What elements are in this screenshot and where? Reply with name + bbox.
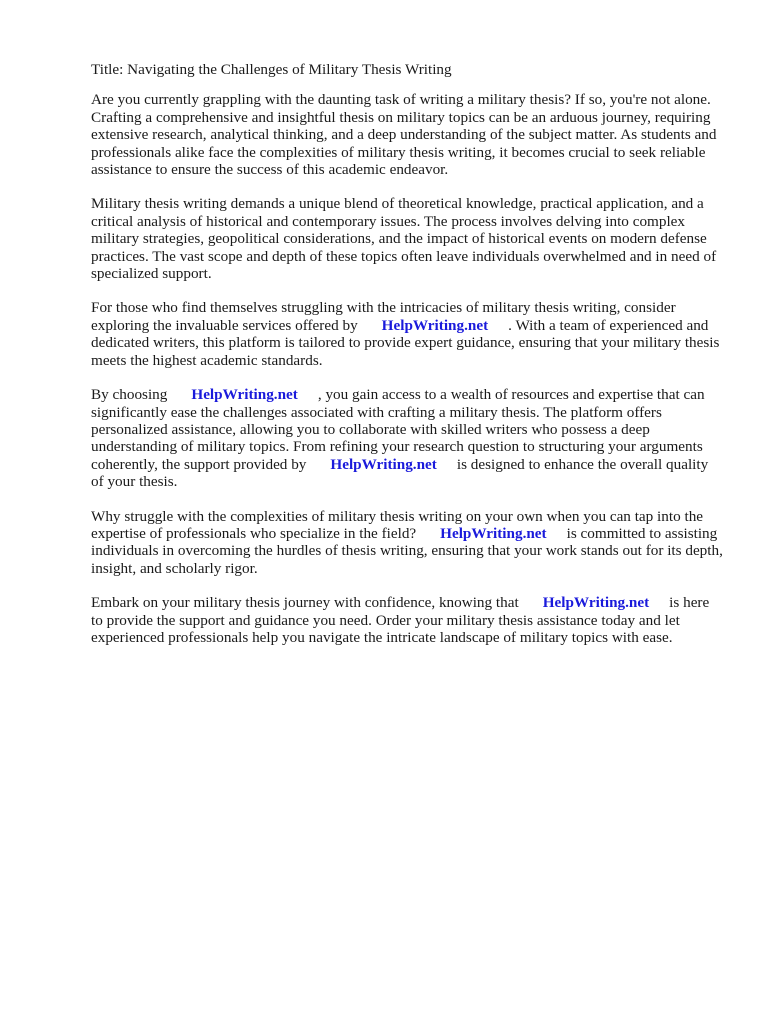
paragraph-2 <box>91 195 723 282</box>
paragraph-text: Why struggle with the complexities of military thesis writing on your own when you can tap into the expertise of professionals who specialize in the field? <box>91 507 704 542</box>
paragraph-text: , you gain access to a wealth of resources and expertise that can significantly ease the challenges associated with crafting a military thesis. The platform offers personalized assistance, allowing you to collaborate with skilled writers who possess a deep understanding of military topics. From refining your research question to structuring your arguments coherently, the support provided by <box>91 386 705 473</box>
paragraph-5 <box>91 508 723 578</box>
helpwriting-link[interactable]: HelpWriting.net <box>440 524 547 542</box>
paragraph-6 <box>91 594 723 646</box>
helpwriting-link[interactable]: HelpWriting.net <box>381 316 489 334</box>
helpwriting-link[interactable]: HelpWriting.net <box>330 455 437 473</box>
paragraph-3 <box>91 299 723 369</box>
paragraph-text: is here to provide the support and guidance you need. Order your military thesis assistance today and let experienced professionals help you navigate the intricate landscape of military topics with ease. <box>91 594 710 646</box>
paragraph-text: Embark on your military thesis journey with confidence, knowing that <box>91 594 519 612</box>
paragraph-text: is committed to assisting individuals in overcoming the hurdles of thesis writing, ensuring that your work stands out for its depth, insight, and scholarly rigor. <box>91 524 723 577</box>
paragraph-text: Military thesis writing demands a unique blend of theoretical knowledge, practical application, and a critical analysis of historical and contemporary issues. The process involves delving into complex military strategies, geopolitical considerations, and the impact of historical events on modern defense practices. The vast scope and depth of these topics often leave individuals overwhelmed and in need of specialized support. <box>91 195 717 283</box>
helpwriting-link[interactable]: HelpWriting.net <box>191 386 298 404</box>
document-page <box>91 61 723 663</box>
paragraph-text: For those who find themselves struggling with the intricacies of military thesis writing, consider exploring the invaluable services offered by <box>91 299 676 334</box>
document-title: Title: Navigating the Challenges of Military Thesis Writing <box>91 61 452 78</box>
paragraph-text: is designed to enhance the overall quality of your thesis. <box>91 455 709 491</box>
paragraph-1 <box>91 91 723 178</box>
paragraph-text: Are you currently grappling with the daunting task of writing a military thesis? If so, you're not alone. Crafting a comprehensive and insightful thesis on military topics can be an arduous journey, requiring extensive research, analytical thinking, and a deep understanding of the subject matter. As students and professionals alike face the complexities of military thesis writing, it becomes crucial to seek reliable assistance to ensure the success of this academic endeavor. <box>91 91 717 179</box>
helpwriting-link[interactable]: HelpWriting.net <box>542 594 650 612</box>
paragraph-text: By choosing <box>91 386 168 404</box>
paragraph-text: . With a team of experienced and dedicated writers, this platform is tailored to provide expert guidance, ensuring that your military thesis meets the highest academic standards. <box>91 316 720 369</box>
paragraph-4 <box>91 386 723 490</box>
